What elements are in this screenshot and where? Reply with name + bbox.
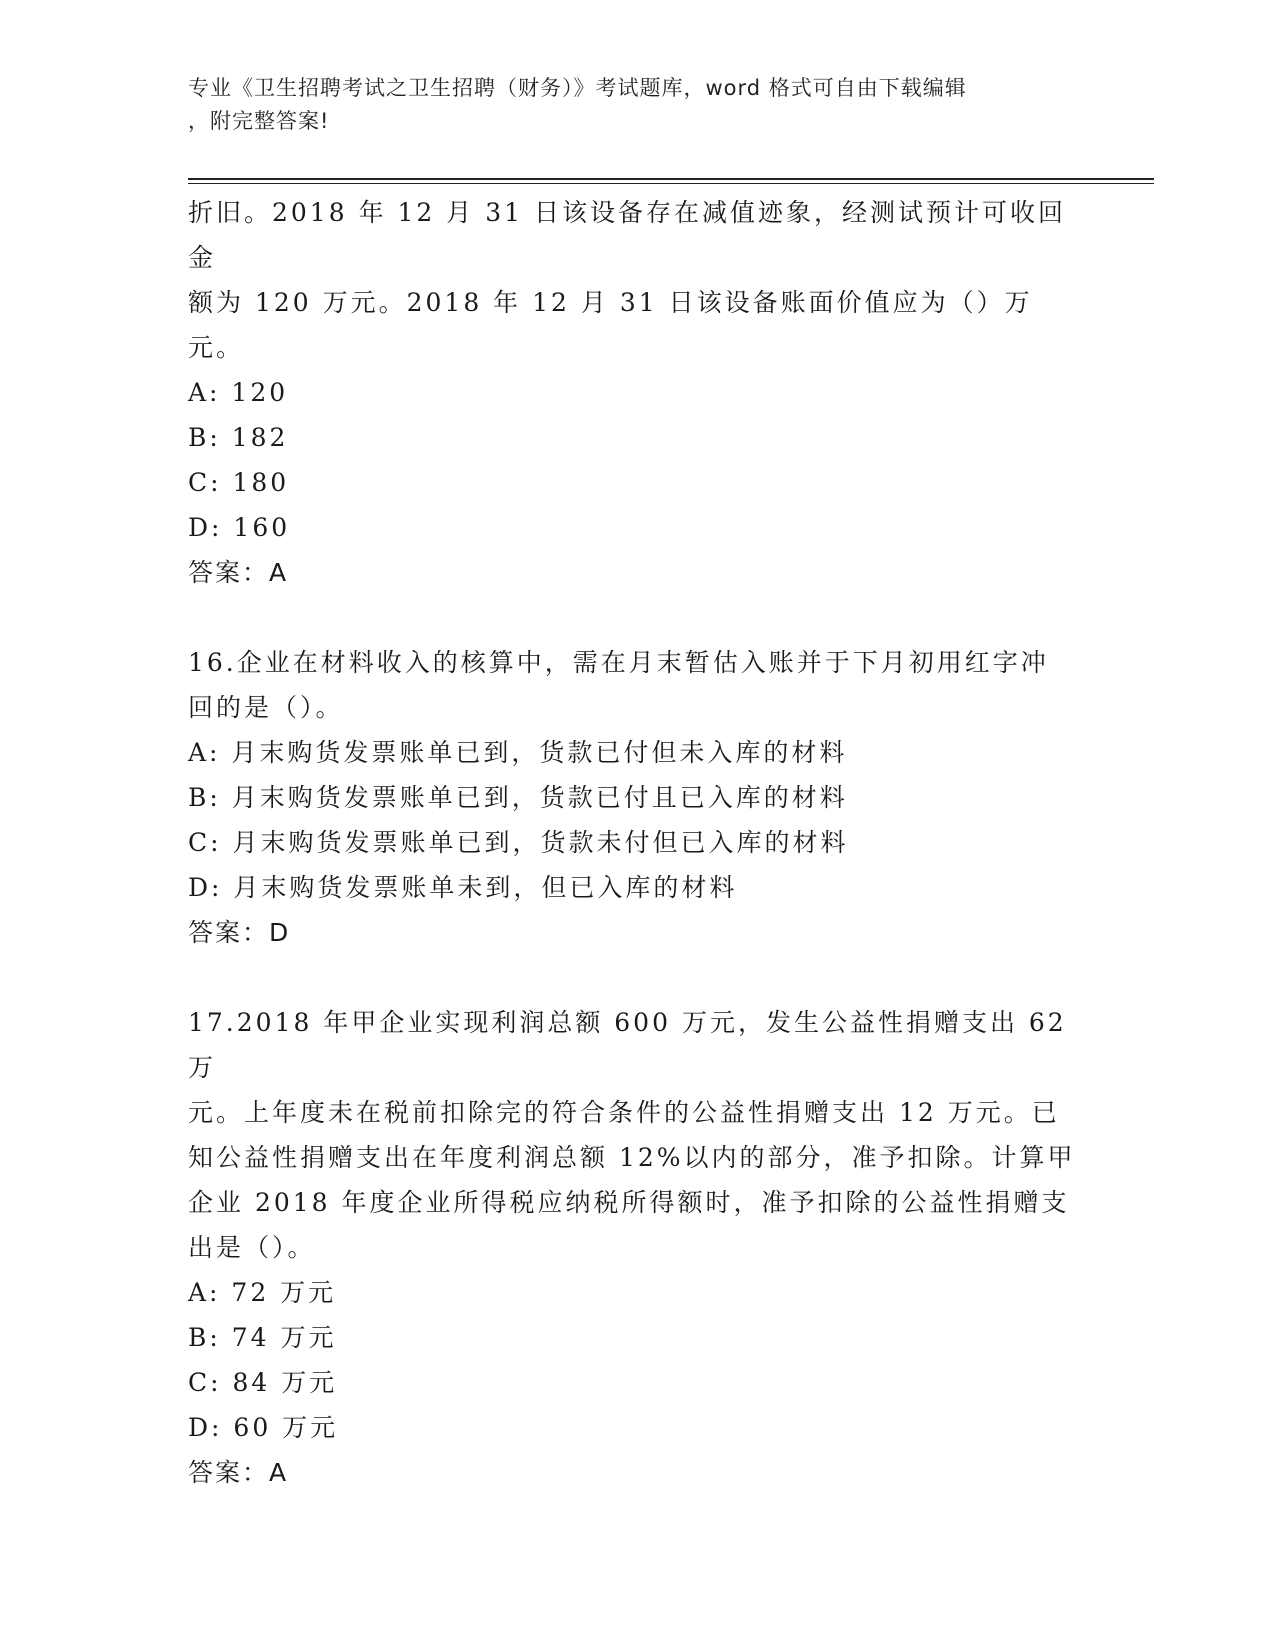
answer-line: 答案：A <box>188 558 289 587</box>
option-b: B: 182 <box>188 423 289 452</box>
option-d: D: 月末购货发票账单未到，但已入库的材料 <box>188 873 738 902</box>
question-text-line: 回的是（）。 <box>188 693 344 722</box>
option-c: C: 84 万元 <box>188 1368 338 1397</box>
answer-line: 答案：A <box>188 1458 289 1487</box>
question-text-line: 16.企业在材料收入的核算中，需在月末暂估入账并于下月初用红字冲 <box>188 648 1049 677</box>
section-gap <box>188 595 1078 640</box>
option-b: B: 74 万元 <box>188 1323 337 1352</box>
question-17 <box>188 1000 1078 1495</box>
question-16 <box>188 640 1078 955</box>
header-line-1: 专业《卫生招聘考试之卫生招聘（财务）》考试题库，word 格式可自由下载编辑 <box>188 76 967 100</box>
option-a: A: 72 万元 <box>188 1278 337 1307</box>
answer-line: 答案：D <box>188 918 291 947</box>
question-text-line: 17.2018 年甲企业实现利润总额 600 万元，发生公益性捐赠支出 62 万 <box>188 1008 1067 1082</box>
option-d: D: 160 <box>188 513 291 542</box>
question-text-line: 出是（）。 <box>188 1233 316 1262</box>
option-a: A: 120 <box>188 378 289 407</box>
document-body <box>188 190 1078 1495</box>
header-divider-thin <box>188 183 1154 184</box>
header-line-2: ，附完整答案! <box>188 109 330 133</box>
question-text-line: 知公益性捐赠支出在年度利润总额 12%以内的部分，准予扣除。计算甲 <box>188 1143 1076 1172</box>
question-text-line: 元。上年度未在税前扣除完的符合条件的公益性捐赠支出 12 万元。已 <box>188 1098 1060 1127</box>
option-d: D: 60 万元 <box>188 1413 339 1442</box>
question-text-line: 额为 120 万元。2018 年 12 月 31 日该设备账面价值应为（）万元。 <box>188 288 1033 362</box>
section-gap <box>188 955 1078 1000</box>
option-c: C: 180 <box>188 468 290 497</box>
question-15 <box>188 190 1078 595</box>
question-text-line: 折旧。2018 年 12 月 31 日该设备存在减值迹象，经测试预计可收回金 <box>188 198 1066 272</box>
option-b: B: 月末购货发票账单已到，货款已付且已入库的材料 <box>188 783 848 812</box>
question-text-line: 企业 2018 年度企业所得税应纳税所得额时，准予扣除的公益性捐赠支 <box>188 1188 1070 1217</box>
option-a: A: 月末购货发票账单已到，货款已付但未入库的材料 <box>188 738 848 767</box>
header-divider-thick <box>188 178 1154 180</box>
document-header <box>188 72 1068 138</box>
option-c: C: 月末购货发票账单已到，货款未付但已入库的材料 <box>188 828 849 857</box>
